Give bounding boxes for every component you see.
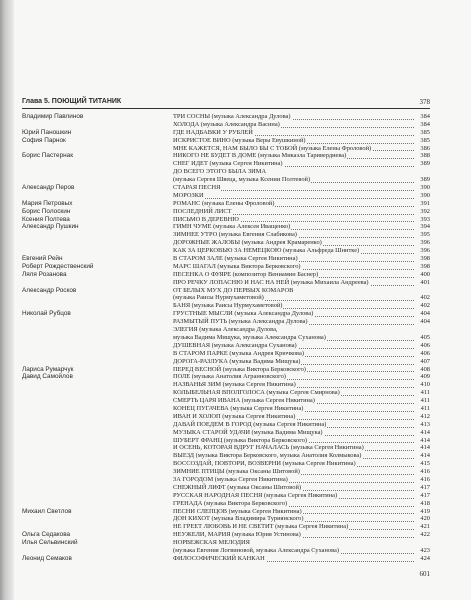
song-title: ГРУСТНЫЕ МЫСЛИ (музыка Александра Дулова)	[173, 310, 314, 318]
list-item	[22, 421, 430, 429]
author-name: Юрий Паношкин	[22, 128, 72, 136]
page-number: 412	[420, 412, 430, 420]
page-number: 405	[420, 333, 430, 341]
list-item	[22, 302, 430, 310]
author-name: Александр Пушкин	[22, 223, 79, 231]
song-title: В СТАРОМ ПАРКЕ (музыка Андрея Крючкова)	[173, 349, 304, 357]
song-title: ТРИ СОСНЫ (музыка Александра Дулова)	[173, 113, 291, 120]
list-item	[22, 476, 430, 484]
list-item	[22, 326, 430, 334]
song-title: ЗИМНИЕ ПТИЦЫ (музыка Оксаны Шитовой)	[173, 468, 300, 476]
page-number: 414	[420, 436, 430, 444]
song-title: музыка Вадима Мищука, музыка Александра Суханова)	[173, 333, 326, 341]
song-title: ДУШЕВНАЯ (музыка Александра Суханова)	[173, 341, 297, 349]
song-title: ДОН КИХОТ (музыка Владимира Туриянского)	[173, 515, 304, 523]
page-number: 416	[420, 468, 430, 476]
list-item	[22, 223, 430, 231]
page-number: 384	[420, 113, 430, 120]
list-item	[22, 121, 430, 129]
author-name: Евгений Рейн	[22, 255, 63, 263]
page-number: 390	[420, 184, 430, 192]
song-title: МОРОЗКИ	[173, 191, 204, 199]
list-item	[22, 366, 430, 374]
song-title: НЕУЖЕЛИ, МАРИЯ (музыка Юрия Устинова)	[173, 531, 301, 539]
page-number: 409	[420, 373, 430, 381]
page-number: 424	[420, 554, 430, 562]
list-item	[22, 437, 430, 445]
song-title: НОРВЕЖСКАЯ МЕЛОДИЯ	[173, 539, 250, 547]
song-title: ПИСЬМО В ДЕРЕВНЮ	[173, 215, 239, 223]
page-number: 406	[420, 341, 430, 349]
list-item	[22, 263, 430, 271]
song-title: НЕ ГРЕЕТ ЛЮБОВЬ И НЕ СВЕТИТ (музыка Сергея Никитина)	[173, 523, 349, 531]
list-item	[22, 342, 430, 350]
page-number: 392	[420, 207, 430, 215]
page-number: 421	[420, 523, 430, 531]
list-item	[22, 247, 430, 255]
author-name: Николай Рубцов	[22, 310, 71, 318]
list-item	[22, 508, 430, 516]
song-title: ДОРОЖНЫЕ ЖАЛОБЫ (музыка Андрея Крамаренко)	[173, 239, 322, 247]
page-number: 391	[420, 199, 430, 207]
page-number: 404	[420, 310, 430, 318]
page-number: 389	[420, 160, 430, 168]
song-title: НАЗВАНЬЯ ЗИМ (музыка Сергея Никитина)	[173, 381, 296, 389]
page-number: 402	[420, 302, 430, 310]
page-number: 413	[420, 420, 430, 428]
list-item	[22, 255, 430, 263]
list-item	[22, 389, 430, 397]
contents-list	[22, 113, 430, 563]
song-title: ОТ БЕЛЫХ МУХ ДО ПЕРВЫХ КОМАРОВ	[173, 286, 294, 294]
list-item	[22, 515, 430, 523]
song-title: И ОСЕНЬ, КОТОРАЯ ВДРУГ НАЧАЛАСЬ (музыка Сергея Никитина)	[173, 444, 364, 452]
author-name: Давид Самойлов	[22, 373, 73, 381]
page-number: 401	[420, 278, 430, 286]
dot-leader	[173, 198, 414, 199]
author-name: Михаил Светлов	[22, 507, 72, 515]
author-name: Александр Перов	[22, 184, 75, 192]
list-item	[22, 176, 430, 184]
song-title: ДОРОГА-РАЗЛУКА (музыка Вадима Мищука)	[173, 357, 301, 365]
list-item	[22, 200, 430, 208]
song-title: СМЕРТЬ ЦАРЯ ИВАНА (музыка Сергея Никитина)	[173, 397, 315, 405]
list-item	[22, 429, 430, 437]
list-item	[22, 129, 430, 137]
page-number: 417	[420, 491, 430, 499]
list-item	[22, 492, 430, 500]
page-number: 422	[420, 531, 430, 539]
list-item	[22, 160, 430, 168]
contents-page	[22, 96, 430, 563]
book-spine-shadow	[0, 0, 14, 600]
list-item	[22, 444, 430, 452]
list-item	[22, 358, 430, 366]
author-name: Борис Полоскин	[22, 207, 71, 215]
list-item	[22, 460, 430, 468]
page-number: 420	[420, 515, 430, 523]
song-title: РОМАНС (музыка Елены Фроловой)	[173, 199, 275, 207]
song-title: ДО ВСЕГО ЭТОГО БЫЛА ЗИМА	[173, 168, 267, 176]
author-name: Ксения Полтева	[22, 215, 70, 223]
page-number: 415	[420, 460, 430, 468]
page-number: 396	[420, 247, 430, 255]
list-item	[22, 539, 430, 547]
song-title: БАНЯ (музыка Раисы Нурмухаметовой)	[173, 302, 283, 310]
page-number: 410	[420, 381, 430, 389]
song-title: (музыка Сергея Швеца, музыка Ксении Полтевой)	[173, 176, 311, 184]
song-title: ПРО РЕЧКУ ЛОПАСНЮ И НАС НА НЕЙ (музыка Михаила Андреева)	[173, 278, 369, 286]
page-number: 414	[420, 428, 430, 436]
song-title: ВЫЕЗД (музыка Виктора Берковского, музыка Анатолия Колмыкова)	[173, 452, 362, 460]
page-number: 411	[420, 404, 430, 412]
song-title: КАК ЗА ЦЕРКОВЬЮ ЗА НЕМЕЦКОЮ (музыка Альфреда Шнитке)	[173, 247, 360, 255]
list-item	[22, 145, 430, 153]
list-item	[22, 500, 430, 508]
list-item	[22, 381, 430, 389]
page-number: 419	[420, 507, 430, 515]
song-title: ГИМН ЧУМЕ (музыка Алексея Иващенко)	[173, 223, 291, 231]
list-item	[22, 397, 430, 405]
list-item	[22, 239, 430, 247]
page-number: 386	[420, 144, 430, 152]
song-title: ПОЛЕ (музыка Анатолия Агранновского)	[173, 373, 286, 381]
song-title: (музыка Раисы Нурмухаметовой)	[173, 294, 264, 302]
song-title: КОНЕЦ ПУГАЧЕВА (музыка Сергея Никитина)	[173, 404, 304, 412]
song-title: ШУБЕРТ ФРАНЦ (музыка Виктора Берковского)	[173, 436, 308, 444]
list-item	[22, 216, 430, 224]
list-item	[22, 208, 430, 216]
list-item	[22, 334, 430, 342]
list-item	[22, 523, 430, 531]
song-title: ПЕСЕНКА О ФУЯРЕ (композитор Вениамин Баснер)	[173, 270, 319, 278]
author-name: Ляля Розанова	[22, 270, 67, 278]
list-item	[22, 373, 430, 381]
list-item	[22, 287, 430, 295]
page-number: 394	[420, 223, 430, 231]
list-item	[22, 294, 430, 302]
list-item	[22, 413, 430, 421]
page-number: 385	[420, 128, 430, 136]
page-number: 406	[420, 349, 430, 357]
song-title: ЭЛЕГИЯ (музыка Александра Дулова,	[173, 326, 278, 334]
author-name: София Парнок	[22, 136, 66, 144]
song-title: ВОССОЗДАЙ, ПОВТОРИ, ВОЗВЕРНИ (музыка Сергея Никитина)	[173, 460, 356, 468]
author-name: Илья Сельвинский	[22, 539, 78, 547]
page-number: 408	[420, 365, 430, 373]
song-title: ПОСЛЕДНИЙ ЛИСТ	[173, 207, 232, 215]
list-item	[22, 231, 430, 239]
list-item	[22, 137, 430, 145]
page-number: 396	[420, 239, 430, 247]
page-number: 411	[420, 397, 430, 405]
chapter-title: Глава 5. ПОЮЩИЙ ТИТАНИК	[22, 98, 122, 105]
chapter-heading	[22, 96, 430, 109]
page-number: 398	[420, 255, 430, 263]
song-title: В СТАРОМ ЗАЛЕ (музыка Сергея Никитина)	[173, 255, 298, 263]
song-title: ДАВАЙ ПОЕДЕМ В ГОРОД (музыка Сергея Никитина)	[173, 420, 327, 428]
page-number: 414	[420, 444, 430, 452]
song-title: ГДЕ НАДБАВКИ У РУБЛЕЙ	[173, 128, 253, 136]
author-name: Владимир Павлинов	[22, 113, 84, 120]
song-title: МУЗЫКА СТАРОЙ УДАЧИ (музыка Вадима Мищука)	[173, 428, 323, 436]
song-title: ИСКРИСТОЕ ВИНО (музыка Веры Евушкиной)	[173, 136, 306, 144]
song-title: ЗА ГОРОДОМ (музыка Сергея Никитина)	[173, 475, 288, 483]
page-number: 416	[420, 475, 430, 483]
page-number: 414	[420, 452, 430, 460]
list-item	[22, 271, 430, 279]
list-item	[22, 152, 430, 160]
author-name: Александр Росков	[22, 286, 77, 294]
page-number: 398	[420, 262, 430, 270]
song-title: РАЗМЫТЫЙ ПУТЬ (музыка Александра Дулова)	[173, 318, 308, 326]
page-number: 385	[420, 136, 430, 144]
list-item	[22, 318, 430, 326]
author-name: Мария Петровых	[22, 199, 73, 207]
page-number: 418	[420, 499, 430, 507]
page-number: 423	[420, 546, 430, 554]
list-item	[22, 547, 430, 555]
song-title: СТАРАЯ ПЕСНЯ	[173, 184, 221, 192]
song-title: МНЕ КАЖЕТСЯ, НАМ БЫЛО БЫ С ТОБОЙ (музыка Елены Фроловой)	[173, 144, 372, 152]
page-number: 389	[420, 176, 430, 184]
song-title: ГРЕНАДА (музыка Виктора Берковского)	[173, 499, 288, 507]
chapter-page-number: 378	[419, 98, 430, 106]
list-item	[22, 452, 430, 460]
list-item	[22, 531, 430, 539]
list-item	[22, 310, 430, 318]
author-name: Лариса Румарчук	[22, 365, 74, 373]
page-number: 404	[420, 318, 430, 326]
list-item	[22, 484, 430, 492]
author-name: Борис Пастернак	[22, 152, 74, 160]
page-folio: 601	[419, 570, 430, 578]
page-number: 400	[420, 270, 430, 278]
page-number: 393	[420, 215, 430, 223]
page-number: 384	[420, 120, 430, 128]
song-title: МАРС ШАГАЛ (музыка Виктора Берковского)	[173, 262, 301, 270]
author-name: Леонид Семаков	[22, 554, 72, 562]
song-title: КОЛЫБЕЛЬНАЯ ВПОЛГОЛОСА (музыка Сергея Смирнова)	[173, 389, 340, 397]
list-item	[22, 405, 430, 413]
song-title: ФИЛОСОФИЧЕСКИЙ КАНКАН	[173, 554, 265, 562]
page-number: 411	[420, 389, 430, 397]
song-title: ЗИМНЕЕ УТРО (музыка Евгения Слабикова)	[173, 231, 297, 239]
page-number: 402	[420, 294, 430, 302]
list-item	[22, 192, 430, 200]
song-title: НИКОГО НЕ БУДЕТ В ДОМЕ (музыка Микаэла Таривердиева)	[173, 152, 347, 160]
song-title: РУССКАЯ НАРОДНАЯ ПЕСНЯ (музыка Сергея Никитина)	[173, 491, 338, 499]
page-number: 390	[420, 191, 430, 199]
song-title: ХОЛОДА (музыка Александра Васина)	[173, 120, 280, 128]
list-item	[22, 279, 430, 287]
page-number: 407	[420, 357, 430, 365]
page-number: 395	[420, 231, 430, 239]
list-item	[22, 468, 430, 476]
list-item	[22, 555, 430, 563]
page-number: 417	[420, 483, 430, 491]
song-title: СНЕЖНЫЙ ЛИФТ (музыка Оксаны Шитовой)	[173, 483, 301, 491]
page-number: 388	[420, 152, 430, 160]
song-title: ПЕРЕД ВЕСНОЙ (музыка Виктора Берковского)	[173, 365, 306, 373]
list-item	[22, 113, 430, 121]
song-title: СНЕГ ИДЕТ (музыка Сергея Никитина)	[173, 160, 283, 168]
list-item	[22, 184, 430, 192]
author-name: Роберт Рождественский	[22, 262, 94, 270]
list-item	[22, 350, 430, 358]
song-title: ИВАН И ХОЛОП (музыка Сергея Никитина)	[173, 412, 296, 420]
song-title: ПЕСНИ СЛЕПЦОВ (музыка Сергея Никитина)	[173, 507, 302, 515]
song-title: (музыка Евгения Логвиновой, музыка Александра Суханова)	[173, 546, 340, 554]
author-name: Ольга Седакова	[22, 531, 71, 539]
list-item	[22, 168, 430, 176]
